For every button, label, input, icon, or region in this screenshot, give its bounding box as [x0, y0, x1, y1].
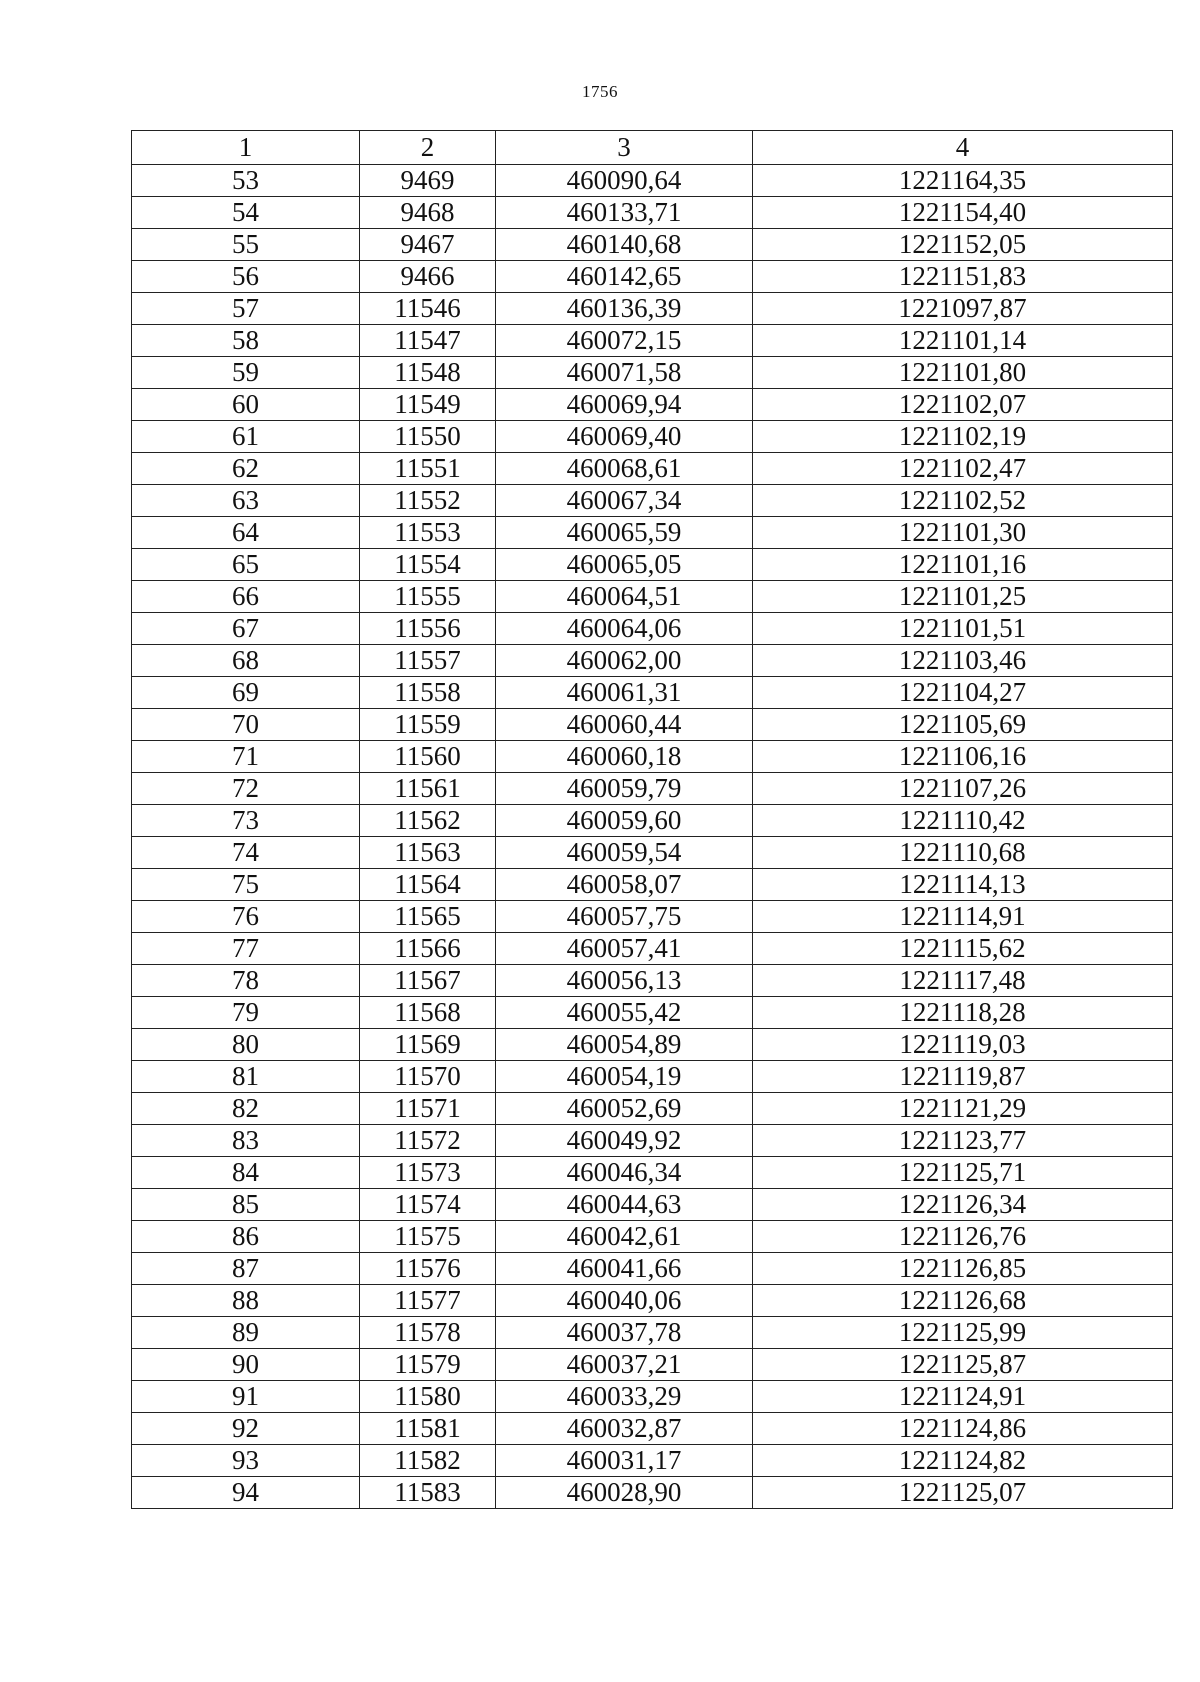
point-number-cell: 53 — [132, 165, 360, 197]
point-number-cell: 85 — [132, 1189, 360, 1221]
coordinate-x-cell: 460056,13 — [496, 965, 753, 997]
point-id-cell: 9468 — [360, 197, 496, 229]
point-id-cell: 11548 — [360, 357, 496, 389]
point-number-cell: 59 — [132, 357, 360, 389]
point-id-cell: 11581 — [360, 1413, 496, 1445]
table-row — [132, 261, 1173, 293]
point-number-cell: 66 — [132, 581, 360, 613]
table-row — [132, 1061, 1173, 1093]
coordinate-y-cell: 1221114,91 — [753, 901, 1173, 933]
coordinate-y-cell: 1221126,34 — [753, 1189, 1173, 1221]
point-number-cell: 82 — [132, 1093, 360, 1125]
coordinate-x-cell: 460054,19 — [496, 1061, 753, 1093]
table-row — [132, 613, 1173, 645]
coordinate-x-cell: 460057,75 — [496, 901, 753, 933]
coordinate-y-cell: 1221097,87 — [753, 293, 1173, 325]
coordinate-y-cell: 1221151,83 — [753, 261, 1173, 293]
point-number-cell: 88 — [132, 1285, 360, 1317]
column-header-4: 4 — [753, 131, 1173, 165]
table-row — [132, 709, 1173, 741]
coordinate-y-cell: 1221117,48 — [753, 965, 1173, 997]
point-number-cell: 56 — [132, 261, 360, 293]
coordinate-y-cell: 1221124,86 — [753, 1413, 1173, 1445]
point-number-cell: 73 — [132, 805, 360, 837]
point-id-cell: 11576 — [360, 1253, 496, 1285]
coordinate-y-cell: 1221107,26 — [753, 773, 1173, 805]
point-number-cell: 89 — [132, 1317, 360, 1349]
coordinate-x-cell: 460032,87 — [496, 1413, 753, 1445]
coordinate-x-cell: 460065,05 — [496, 549, 753, 581]
column-header-1: 1 — [132, 131, 360, 165]
table-row — [132, 517, 1173, 549]
coordinate-x-cell: 460037,78 — [496, 1317, 753, 1349]
table-row — [132, 421, 1173, 453]
point-id-cell: 11550 — [360, 421, 496, 453]
point-number-cell: 65 — [132, 549, 360, 581]
coordinate-y-cell: 1221126,76 — [753, 1221, 1173, 1253]
point-number-cell: 54 — [132, 197, 360, 229]
point-id-cell: 11560 — [360, 741, 496, 773]
coordinate-x-cell: 460072,15 — [496, 325, 753, 357]
table-row — [132, 1445, 1173, 1477]
coordinate-x-cell: 460057,41 — [496, 933, 753, 965]
table-row — [132, 357, 1173, 389]
coordinate-y-cell: 1221101,51 — [753, 613, 1173, 645]
coordinate-x-cell: 460059,79 — [496, 773, 753, 805]
point-number-cell: 62 — [132, 453, 360, 485]
point-id-cell: 11565 — [360, 901, 496, 933]
point-id-cell: 11575 — [360, 1221, 496, 1253]
point-number-cell: 78 — [132, 965, 360, 997]
table-row — [132, 677, 1173, 709]
coordinate-y-cell: 1221119,87 — [753, 1061, 1173, 1093]
coordinate-y-cell: 1221101,25 — [753, 581, 1173, 613]
point-id-cell: 11582 — [360, 1445, 496, 1477]
point-id-cell: 11571 — [360, 1093, 496, 1125]
coordinate-y-cell: 1221125,87 — [753, 1349, 1173, 1381]
point-id-cell: 11551 — [360, 453, 496, 485]
table-row — [132, 389, 1173, 421]
point-id-cell: 11583 — [360, 1477, 496, 1509]
table-row — [132, 1157, 1173, 1189]
coordinate-y-cell: 1221104,27 — [753, 677, 1173, 709]
table-row — [132, 325, 1173, 357]
coordinate-y-cell: 1221126,85 — [753, 1253, 1173, 1285]
point-number-cell: 70 — [132, 709, 360, 741]
point-number-cell: 55 — [132, 229, 360, 261]
coordinate-y-cell: 1221119,03 — [753, 1029, 1173, 1061]
coordinate-y-cell: 1221126,68 — [753, 1285, 1173, 1317]
point-number-cell: 57 — [132, 293, 360, 325]
table-row — [132, 773, 1173, 805]
coordinate-y-cell: 1221110,68 — [753, 837, 1173, 869]
coordinate-x-cell: 460069,40 — [496, 421, 753, 453]
table-row — [132, 645, 1173, 677]
coordinates-table — [131, 130, 1173, 1509]
table-row — [132, 933, 1173, 965]
point-id-cell: 11564 — [360, 869, 496, 901]
coordinate-x-cell: 460037,21 — [496, 1349, 753, 1381]
table-row — [132, 1285, 1173, 1317]
coordinate-x-cell: 460054,89 — [496, 1029, 753, 1061]
point-number-cell: 58 — [132, 325, 360, 357]
point-id-cell: 11572 — [360, 1125, 496, 1157]
table-row — [132, 1477, 1173, 1509]
point-id-cell: 11566 — [360, 933, 496, 965]
point-number-cell: 69 — [132, 677, 360, 709]
coordinate-x-cell: 460031,17 — [496, 1445, 753, 1477]
coordinate-x-cell: 460090,64 — [496, 165, 753, 197]
coordinate-y-cell: 1221152,05 — [753, 229, 1173, 261]
table-row — [132, 901, 1173, 933]
point-id-cell: 11574 — [360, 1189, 496, 1221]
coordinate-x-cell: 460044,63 — [496, 1189, 753, 1221]
point-number-cell: 87 — [132, 1253, 360, 1285]
table-row — [132, 1381, 1173, 1413]
point-id-cell: 11558 — [360, 677, 496, 709]
point-number-cell: 75 — [132, 869, 360, 901]
table-row — [132, 453, 1173, 485]
coordinate-x-cell: 460142,65 — [496, 261, 753, 293]
coordinate-x-cell: 460071,58 — [496, 357, 753, 389]
table-row — [132, 1413, 1173, 1445]
point-number-cell: 74 — [132, 837, 360, 869]
point-number-cell: 71 — [132, 741, 360, 773]
table-row — [132, 1317, 1173, 1349]
point-number-cell: 64 — [132, 517, 360, 549]
table-row — [132, 741, 1173, 773]
point-number-cell: 76 — [132, 901, 360, 933]
point-number-cell: 91 — [132, 1381, 360, 1413]
coordinate-y-cell: 1221125,71 — [753, 1157, 1173, 1189]
point-number-cell: 79 — [132, 997, 360, 1029]
point-number-cell: 92 — [132, 1413, 360, 1445]
coordinate-y-cell: 1221103,46 — [753, 645, 1173, 677]
coordinate-x-cell: 460028,90 — [496, 1477, 753, 1509]
point-number-cell: 60 — [132, 389, 360, 421]
point-id-cell: 11555 — [360, 581, 496, 613]
coordinate-y-cell: 1221115,62 — [753, 933, 1173, 965]
coordinate-y-cell: 1221125,99 — [753, 1317, 1173, 1349]
column-header-3: 3 — [496, 131, 753, 165]
coordinate-x-cell: 460055,42 — [496, 997, 753, 1029]
table-row — [132, 997, 1173, 1029]
table-row — [132, 805, 1173, 837]
point-id-cell: 11580 — [360, 1381, 496, 1413]
point-id-cell: 11579 — [360, 1349, 496, 1381]
coordinate-y-cell: 1221110,42 — [753, 805, 1173, 837]
coordinate-y-cell: 1221125,07 — [753, 1477, 1173, 1509]
coordinate-y-cell: 1221106,16 — [753, 741, 1173, 773]
coordinate-y-cell: 1221101,30 — [753, 517, 1173, 549]
point-id-cell: 11570 — [360, 1061, 496, 1093]
coordinate-x-cell: 460042,61 — [496, 1221, 753, 1253]
table-row — [132, 837, 1173, 869]
point-number-cell: 86 — [132, 1221, 360, 1253]
table-row — [132, 1221, 1173, 1253]
point-number-cell: 68 — [132, 645, 360, 677]
coordinate-x-cell: 460133,71 — [496, 197, 753, 229]
coordinate-y-cell: 1221105,69 — [753, 709, 1173, 741]
table-row — [132, 549, 1173, 581]
coordinate-y-cell: 1221154,40 — [753, 197, 1173, 229]
coordinate-x-cell: 460058,07 — [496, 869, 753, 901]
coordinate-y-cell: 1221101,14 — [753, 325, 1173, 357]
point-number-cell: 93 — [132, 1445, 360, 1477]
coordinate-x-cell: 460067,34 — [496, 485, 753, 517]
coordinate-x-cell: 460068,61 — [496, 453, 753, 485]
coordinate-x-cell: 460064,51 — [496, 581, 753, 613]
point-number-cell: 67 — [132, 613, 360, 645]
coordinate-y-cell: 1221102,19 — [753, 421, 1173, 453]
coordinate-x-cell: 460040,06 — [496, 1285, 753, 1317]
table-row — [132, 197, 1173, 229]
coordinate-x-cell: 460061,31 — [496, 677, 753, 709]
table-row — [132, 965, 1173, 997]
coordinate-y-cell: 1221123,77 — [753, 1125, 1173, 1157]
point-id-cell: 9469 — [360, 165, 496, 197]
table-row — [132, 1125, 1173, 1157]
coordinate-x-cell: 460046,34 — [496, 1157, 753, 1189]
table-row — [132, 1093, 1173, 1125]
point-number-cell: 83 — [132, 1125, 360, 1157]
point-id-cell: 11556 — [360, 613, 496, 645]
table-body — [132, 165, 1173, 1509]
point-id-cell: 11549 — [360, 389, 496, 421]
table-row — [132, 1189, 1173, 1221]
coordinate-x-cell: 460062,00 — [496, 645, 753, 677]
point-id-cell: 11562 — [360, 805, 496, 837]
coordinate-x-cell: 460140,68 — [496, 229, 753, 261]
coordinate-y-cell: 1221101,80 — [753, 357, 1173, 389]
point-number-cell: 63 — [132, 485, 360, 517]
point-number-cell: 90 — [132, 1349, 360, 1381]
point-id-cell: 11546 — [360, 293, 496, 325]
coordinate-x-cell: 460069,94 — [496, 389, 753, 421]
point-id-cell: 11553 — [360, 517, 496, 549]
coordinate-y-cell: 1221102,07 — [753, 389, 1173, 421]
coordinate-y-cell: 1221164,35 — [753, 165, 1173, 197]
table-row — [132, 1029, 1173, 1061]
point-id-cell: 11547 — [360, 325, 496, 357]
point-number-cell: 72 — [132, 773, 360, 805]
page-number: 1756 — [582, 82, 618, 101]
point-number-cell: 94 — [132, 1477, 360, 1509]
table-row — [132, 1253, 1173, 1285]
coordinate-y-cell: 1221101,16 — [753, 549, 1173, 581]
coordinate-y-cell: 1221121,29 — [753, 1093, 1173, 1125]
point-number-cell: 81 — [132, 1061, 360, 1093]
point-id-cell: 9467 — [360, 229, 496, 261]
point-id-cell: 9466 — [360, 261, 496, 293]
table-row — [132, 485, 1173, 517]
point-id-cell: 11559 — [360, 709, 496, 741]
coordinate-x-cell: 460060,18 — [496, 741, 753, 773]
point-id-cell: 11568 — [360, 997, 496, 1029]
coordinate-x-cell: 460064,06 — [496, 613, 753, 645]
coordinate-y-cell: 1221102,47 — [753, 453, 1173, 485]
coordinate-x-cell: 460065,59 — [496, 517, 753, 549]
table-row — [132, 165, 1173, 197]
coordinate-y-cell: 1221114,13 — [753, 869, 1173, 901]
table-row — [132, 869, 1173, 901]
coordinate-y-cell: 1221118,28 — [753, 997, 1173, 1029]
point-id-cell: 11578 — [360, 1317, 496, 1349]
header-row — [132, 131, 1173, 165]
table-row — [132, 581, 1173, 613]
point-id-cell: 11577 — [360, 1285, 496, 1317]
coordinate-x-cell: 460059,54 — [496, 837, 753, 869]
point-number-cell: 61 — [132, 421, 360, 453]
point-id-cell: 11554 — [360, 549, 496, 581]
point-id-cell: 11567 — [360, 965, 496, 997]
coordinate-x-cell: 460059,60 — [496, 805, 753, 837]
point-id-cell: 11561 — [360, 773, 496, 805]
table-row — [132, 1349, 1173, 1381]
point-id-cell: 11552 — [360, 485, 496, 517]
coordinate-x-cell: 460033,29 — [496, 1381, 753, 1413]
point-id-cell: 11569 — [360, 1029, 496, 1061]
table-header — [132, 131, 1173, 165]
column-header-2: 2 — [360, 131, 496, 165]
coordinate-x-cell: 460049,92 — [496, 1125, 753, 1157]
point-number-cell: 80 — [132, 1029, 360, 1061]
point-id-cell: 11563 — [360, 837, 496, 869]
table-row — [132, 293, 1173, 325]
point-number-cell: 77 — [132, 933, 360, 965]
coordinate-x-cell: 460060,44 — [496, 709, 753, 741]
coordinate-x-cell: 460052,69 — [496, 1093, 753, 1125]
point-number-cell: 84 — [132, 1157, 360, 1189]
table-row — [132, 229, 1173, 261]
coordinate-y-cell: 1221124,82 — [753, 1445, 1173, 1477]
coordinate-y-cell: 1221124,91 — [753, 1381, 1173, 1413]
point-id-cell: 11573 — [360, 1157, 496, 1189]
coordinate-x-cell: 460041,66 — [496, 1253, 753, 1285]
coordinate-y-cell: 1221102,52 — [753, 485, 1173, 517]
point-id-cell: 11557 — [360, 645, 496, 677]
coordinate-x-cell: 460136,39 — [496, 293, 753, 325]
